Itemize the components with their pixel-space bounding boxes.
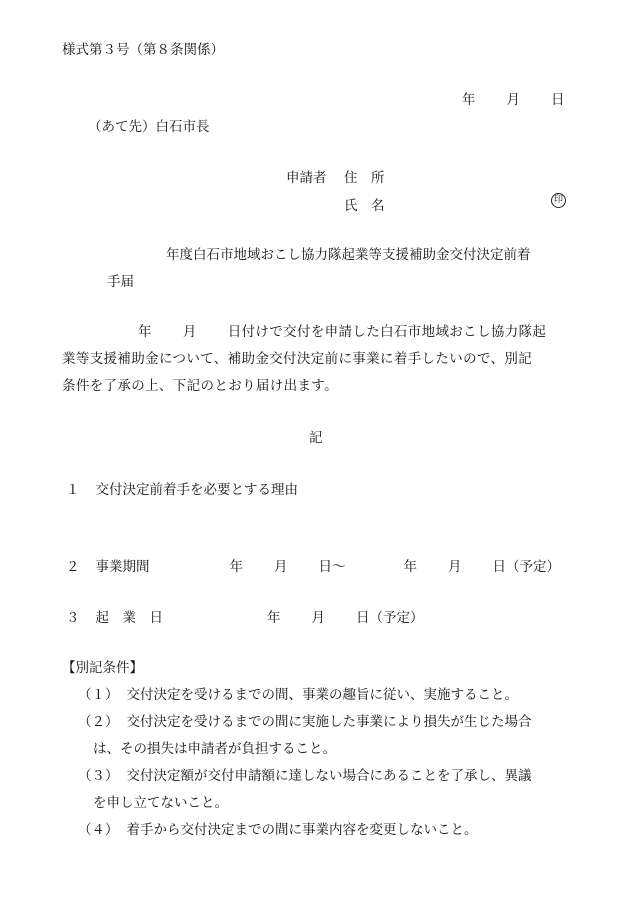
body-paragraph-line2: 業等支援補助金について、補助金交付決定前に事業に着手したいので、別記 xyxy=(62,351,533,367)
name-label: 氏 名 xyxy=(344,198,385,214)
condition-3-continued: を申し立てないこと。 xyxy=(93,795,228,811)
condition-3: （３） 交付決定額が交付申請額に達しない場合にあることを了承し、異議 xyxy=(78,768,532,784)
form-number: 様式第３号（第８条関係） xyxy=(62,42,224,58)
item-3-startup-date: ３ 起 業 日 年 月 日（予定） xyxy=(66,610,424,626)
conditions-heading: 【別記条件】 xyxy=(62,660,143,676)
body-paragraph-line1: 年 月 日付けで交付を申請した白石市地域おこし協力隊起 xyxy=(138,324,547,340)
item-2-project-period: ２ 事業期間 年 月 日～ 年 月 日（予定） xyxy=(66,559,560,575)
date-month: 月 xyxy=(506,92,520,108)
submission-date xyxy=(462,88,565,108)
item-1: １ 交付決定前着手を必要とする理由 xyxy=(66,482,298,498)
condition-2-continued: は、その損失は申請者が負担すること。 xyxy=(93,741,336,757)
date-day: 日 xyxy=(551,92,565,108)
document-title-line2: 手届 xyxy=(107,274,134,290)
date-year: 年 xyxy=(462,92,476,108)
condition-1: （１） 交付決定を受けるまでの間、事業の趣旨に従い、実施すること。 xyxy=(78,687,518,703)
condition-4: （４） 着手から交付決定までの間に事業内容を変更しないこと。 xyxy=(78,822,478,838)
seal-mark: 印 xyxy=(551,193,566,208)
applicant-label: 申請者 xyxy=(286,170,327,186)
body-paragraph-line3: 条件を了承の上、下記のとおり届け出ます。 xyxy=(62,378,338,394)
ki-heading: 記 xyxy=(309,430,323,446)
address-label: 住 所 xyxy=(344,170,385,186)
document-title-line1: 年度白石市地域おこし協力隊起業等支援補助金交付決定前着 xyxy=(166,247,531,263)
condition-2: （２） 交付決定を受けるまでの間に実施した事業により損失が生じた場合 xyxy=(78,714,532,730)
addressee: （あて先）白石市長 xyxy=(88,119,210,135)
